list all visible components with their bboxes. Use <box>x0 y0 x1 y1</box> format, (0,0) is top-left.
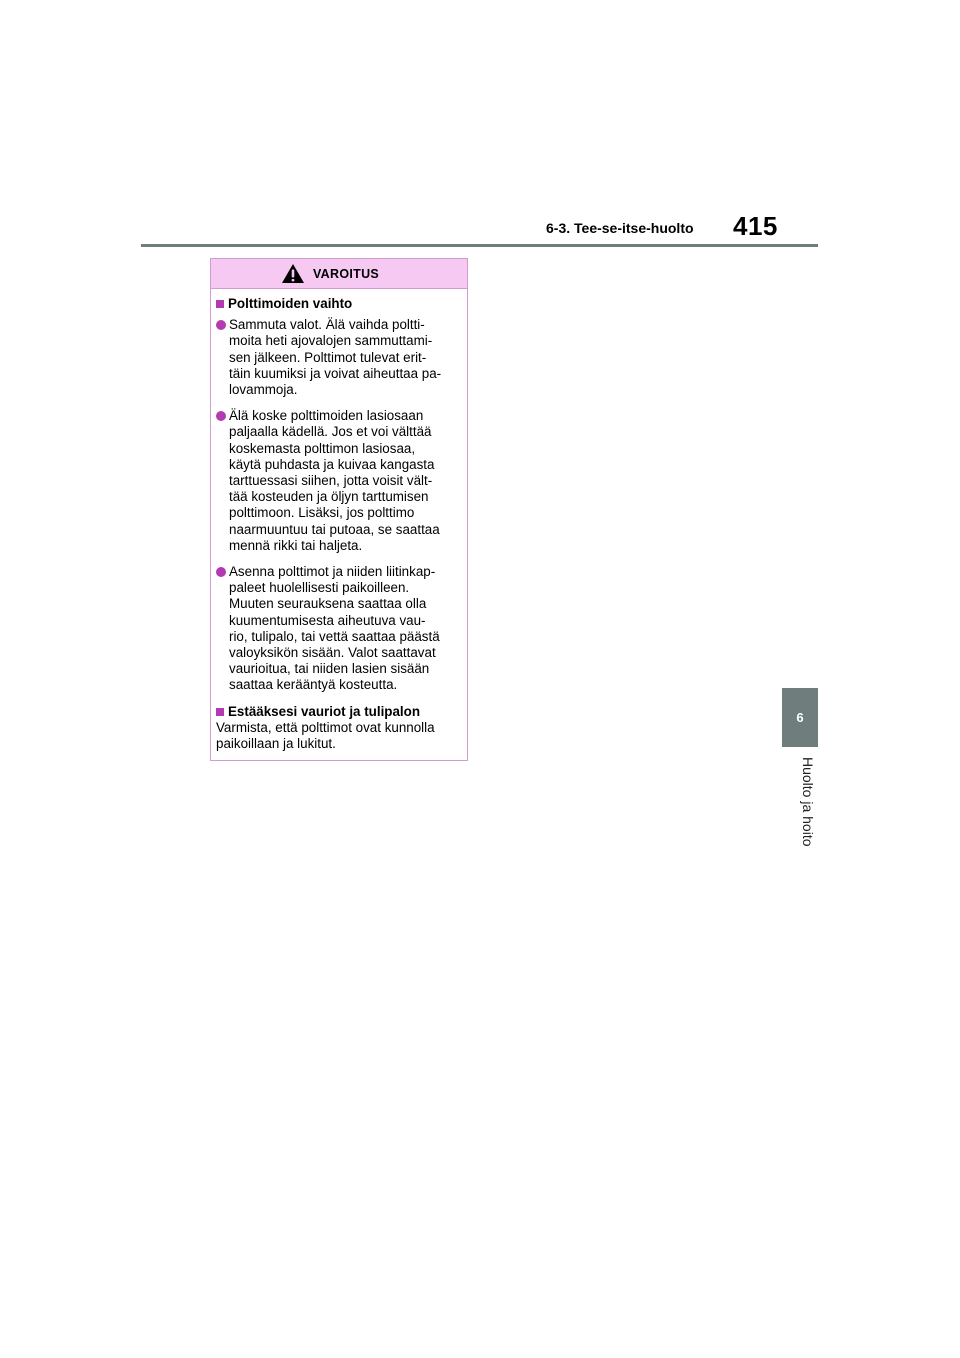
paragraph <box>216 720 461 752</box>
text-line: polttimoon. Lisäksi, jos polttimo <box>229 505 415 521</box>
warning-box <box>210 258 468 761</box>
section-heading-text: Estääksesi vauriot ja tulipalon <box>228 703 421 719</box>
text-line: Varmista, että polttimot ovat kunnolla <box>216 719 435 735</box>
text-line: sen jälkeen. Polttimot tulevat erit- <box>229 349 427 365</box>
text-line: Muuten seurauksena saattaa olla <box>229 596 427 612</box>
round-bullet-icon <box>216 411 226 421</box>
section-heading <box>216 704 461 720</box>
text-line: koskemasta polttimon lasiosaa, <box>229 440 416 456</box>
section-heading-text: Polttimoiden vaihto <box>228 296 353 311</box>
square-bullet-icon <box>216 708 224 716</box>
list-item-text <box>229 408 440 554</box>
warning-header <box>211 259 467 289</box>
section-title: 6-3. Tee-se-itse-huolto <box>546 220 694 236</box>
round-bullet-icon <box>216 320 226 330</box>
chapter-title: Huolto ja hoito <box>800 757 816 847</box>
text-line: tää kosteuden ja öljyn tarttumisen <box>229 489 429 505</box>
warning-triangle-icon <box>281 263 305 284</box>
list-item-text <box>229 564 440 694</box>
text-line: Asenna polttimot ja niiden liitinkap- <box>229 564 436 580</box>
text-line: vaurioitua, tai niiden lasien sisään <box>229 661 430 677</box>
text-line: paleet huolellisesti paikoilleen. <box>229 580 410 596</box>
square-bullet-icon <box>216 300 224 308</box>
text-line: rio, tulipalo, tai vettä saattaa päästä <box>229 628 440 644</box>
text-line: tarttuessasi siihen, jotta voisit vält- <box>229 473 433 489</box>
text-line: naarmuuntuu tai putoaa, se saattaa <box>229 521 440 537</box>
text-line: lovammoja. <box>229 382 298 398</box>
list-item <box>216 408 461 554</box>
text-line: kuumentumisesta aiheutuva vau- <box>229 612 426 628</box>
text-line: käytä puhdasta ja kuivaa kangasta <box>229 456 435 472</box>
chapter-number: 6 <box>796 710 804 725</box>
section-heading <box>216 296 461 312</box>
warning-title: VAROITUS <box>312 266 380 281</box>
text-line: saattaa kerääntyä kosteutta. <box>229 677 398 693</box>
text-line: Älä koske polttimoiden lasiosaan <box>229 408 424 424</box>
text-line: moita heti ajovalojen sammuttami- <box>229 333 433 349</box>
chapter-tab <box>782 688 818 747</box>
text-line: paljaalla kädellä. Jos et voi välttää <box>229 424 432 440</box>
round-bullet-icon <box>216 567 226 577</box>
list-item <box>216 564 461 694</box>
warning-body <box>211 289 467 752</box>
text-line: valoyksikön sisään. Valot saattavat <box>229 645 436 661</box>
list-item <box>216 317 461 398</box>
list-item-text <box>229 317 441 398</box>
text-line: täin kuumiksi ja voivat aiheuttaa pa- <box>229 365 442 381</box>
text-line: paikoillaan ja lukitut. <box>216 736 336 752</box>
page-number: 415 <box>733 211 778 241</box>
header-divider <box>141 244 818 247</box>
text-line: mennä rikki tai haljeta. <box>229 537 363 553</box>
text-line: Sammuta valot. Älä vaihda poltti- <box>229 317 425 333</box>
